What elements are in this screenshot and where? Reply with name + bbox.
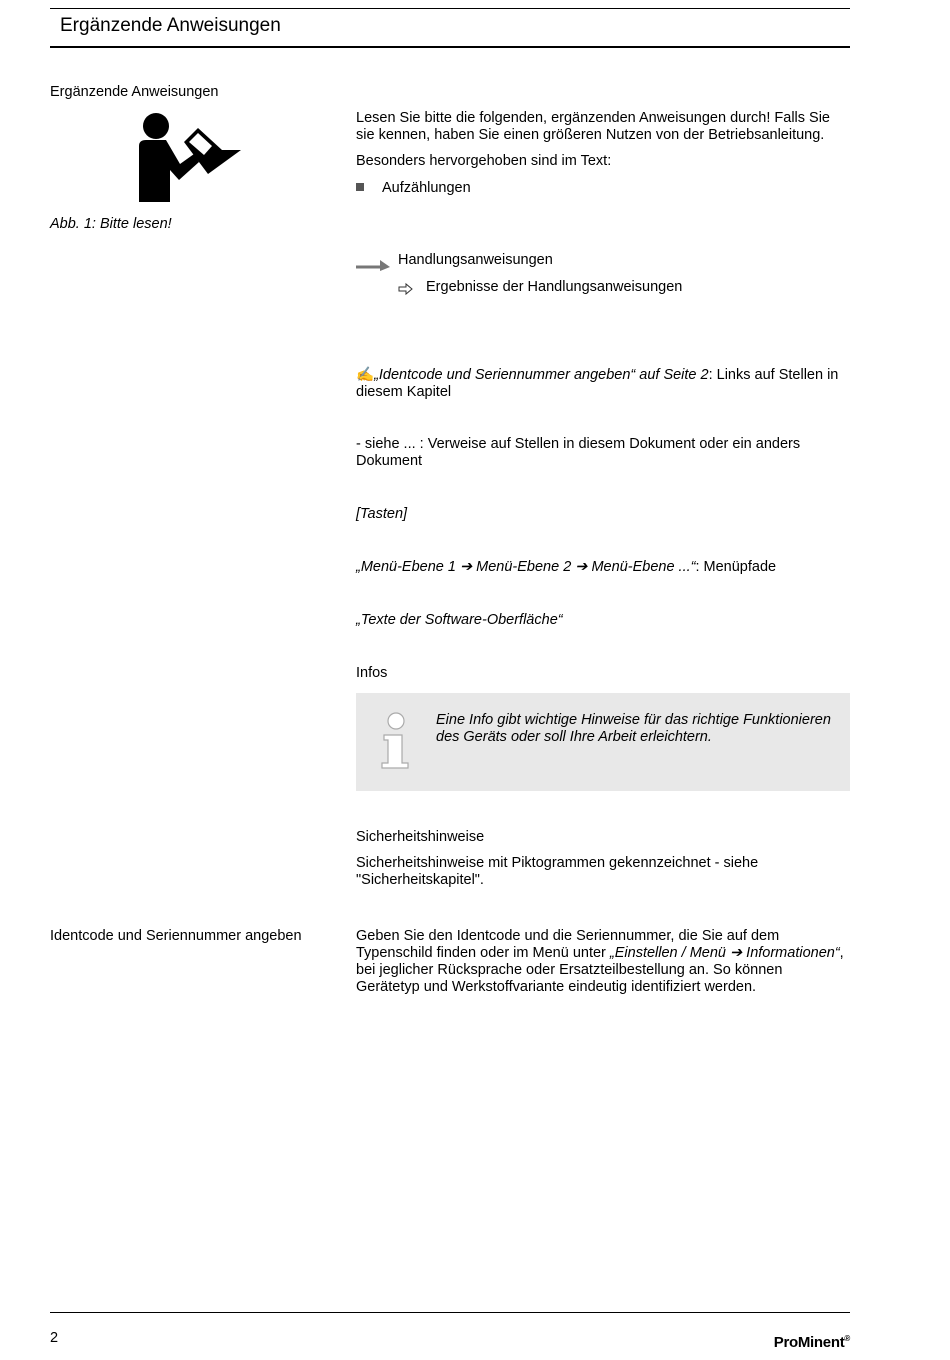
link-label[interactable]: „Identcode und Seriennummer angeben“ auf Seite 2 — [374, 367, 709, 383]
link-hand-icon: ✍ — [356, 367, 375, 383]
link-example: ✍„Identcode und Seriennummer angeben“ auf Seite 2: Links auf Stellen in diesem Kapitel — [356, 367, 839, 400]
reference-text: - siehe ... : Verweise auf Stellen in diesem Dokument oder ein anders Dokument — [356, 436, 801, 469]
info-box — [356, 693, 850, 791]
result-text: Ergebnisse der Handlungsanweisungen — [426, 279, 683, 295]
top-rule — [50, 8, 850, 9]
software-text: „Texte der Software-Oberfläche“ — [356, 612, 563, 628]
reading-person-icon — [136, 112, 244, 204]
header-rule — [50, 46, 850, 48]
page-number: 2 — [50, 1330, 59, 1346]
instruction-text: Handlungsanweisungen — [398, 252, 553, 268]
prominent-logo: ProMinent® — [773, 1334, 850, 1351]
info-icon — [380, 711, 412, 769]
footer-rule — [50, 1312, 850, 1313]
action-arrow-icon — [356, 258, 392, 272]
safety-heading: Sicherheitshinweise — [356, 829, 485, 845]
safety-text: Sicherheitshinweise mit Piktogrammen gekennzeichnet - siehe "Sicherheitskapitel". — [356, 855, 759, 888]
page-title: Ergänzende Anweisungen — [60, 15, 281, 36]
identcode-paragraph: Geben Sie den Identcode und die Seriennummer, die Sie auf dem Typenschild finden oder im Menü unter „Einstellen / Menü ➔ Informationen“, bei jeglicher Rücksprache oder Ersatzteilbestellung an. So können Gerätetyp und Werkstoffvariante eindeutig identifiziert werden. — [356, 928, 844, 995]
menu-path-example: „Menü-Ebene 1 ➔ Menü-Ebene 2 ➔ Menü-Ebene ...“: Menüpfade — [356, 559, 777, 575]
infos-heading: Infos — [356, 665, 388, 681]
intro-paragraph: Lesen Sie bitte die folgenden, ergänzenden Anweisungen durch! Falls Sie sie kennen, haben Sie einen größeren Nutzen von der Betriebsanleitung. — [356, 110, 830, 143]
highlight-intro: Besonders hervorgehoben sind im Text: — [356, 153, 612, 169]
section-heading: Ergänzende Anweisungen — [50, 84, 219, 100]
keys-text: [Tasten] — [356, 506, 408, 522]
list-item: Aufzählungen — [356, 180, 850, 197]
result-arrow-icon — [398, 282, 414, 296]
info-text: Eine Info gibt wichtige Hinweise für das richtige Funktionieren des Geräts oder soll Ihre Arbeit erleichtern. — [436, 712, 831, 745]
bullet-square-icon — [356, 183, 364, 191]
identcode-heading: Identcode und Seriennummer angeben — [50, 928, 302, 944]
figure-caption: Abb. 1: Bitte lesen! — [50, 216, 172, 232]
